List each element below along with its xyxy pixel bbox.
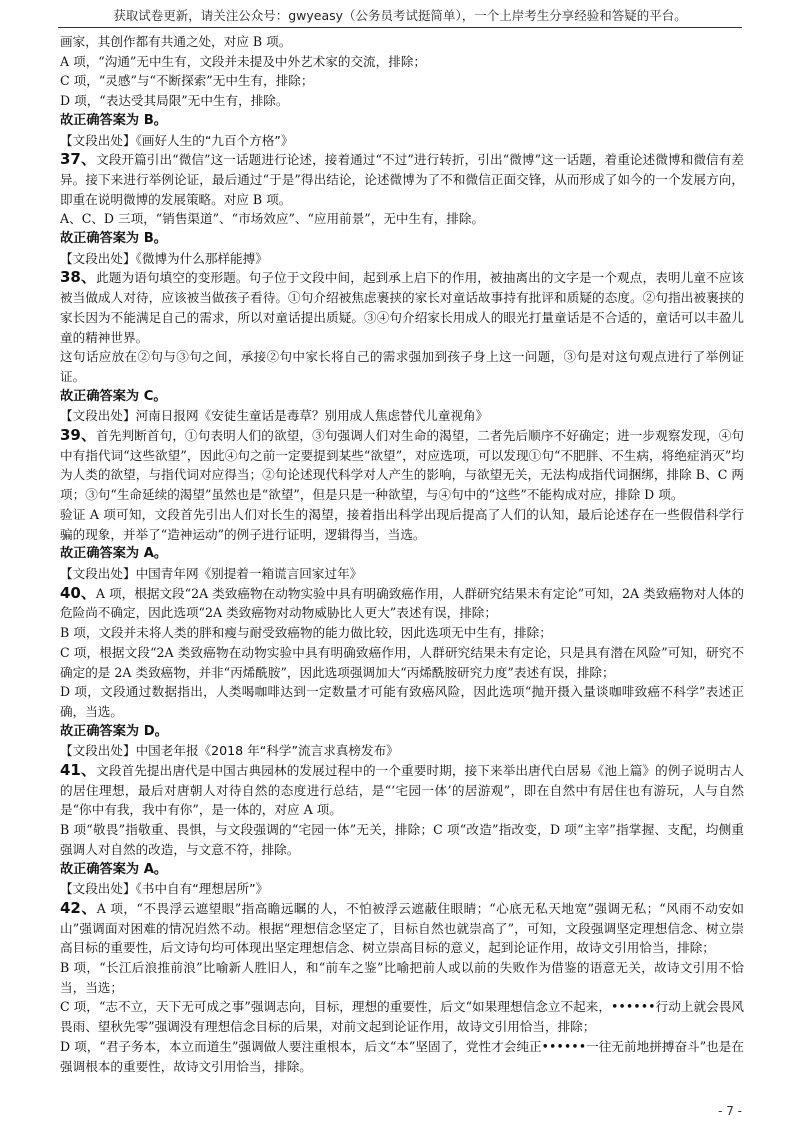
question-number: 41、 — [60, 761, 97, 780]
passage-source: 【文段出处】中国青年网《别提着一箱谎言回家过年》 — [60, 565, 363, 581]
paragraph: 验证 A 项可知，文段首先引出人们对长生的渴望，接着指出科学出现后提高了人们的认知，最后论述存在一些假借科学行骗的现象，并举了“造神运动”的例子进行证明，逻辑得当，当选。 — [60, 506, 744, 542]
top-banner: 获取试卷更新，请关注公众号：gwyeasy（公务员考试挺简单），一个上岸考生分享经验和答疑的平台。 — [113, 8, 687, 23]
page-number: - 7 - — [718, 1104, 742, 1118]
passage-source: 【文段出处】《画好人生的“九百个方格”》 — [60, 132, 294, 148]
paragraph: B 项，文段并未将人类的胖和瘦与耐受致癌物的能力做比较，因此选项无中生有，排除； — [60, 625, 552, 641]
explanation-text: A 项，“不畏浮云遮望眼”指高瞻远瞩的人，不怕被浮云遮蔽住眼睛；“心底无私天地宽”强调无私；“风雨不动安如山”强调面对困难的情况岿然不动。根据“理想信念坚定了，目标自然也就崇高了”，可知，文段强调坚定理想信念、树立崇高目标的重要性，后文诗句均可体现出坚定理想信念、树立崇高目标的意义，起到论证作用，故诗文引用恰当，排除； — [60, 900, 744, 956]
paragraph: C 项，“灵感”与“不断探索”无中生有，排除； — [60, 73, 314, 89]
explanation-text: A 项，根据文段“2A 类致癌物在动物实验中具有明确致癌作用，人群研究结果未有定论”可知，2A 类致癌物对人体的危险尚不确定，因此选项“2A 类致癌物对动物威胁比人更大”表述有误，排除； — [60, 585, 744, 621]
correct-answer: 故正确答案为 C。 — [60, 388, 167, 404]
explanation-text: 首先判断首句，①句表明人们的欲望，③句强调人们对生命的渴望，二者先后顺序不好确定；进一步观察发现，④句中有指代词“这些欲望”，因此④句之前一定要提到某些“欲望”，对应选项，可以发现①句“不肥胖、不生病，将绝症消灭”均为人类的欲望，与指代词对应得当；②句论述现代科学对人产生的影响，与欲望无关，无法构成指代词捆绑，排除 B、C 两项；③句“生命延续的渴望”虽然也是“欲望”，但是只是一种欲望，与④句中的“这些”不能构成对应，排除 D 项。 — [60, 428, 745, 503]
explanation-text: 文段开篇引出“微信”这一话题进行论述，接着通过“不过”进行转折，引出“微博”这一话题，着重论述微博和微信有差异。接下来进行举例论证，最后通过“于是”得出结论，论述微博为了不和微信正面交锋，从而形成了如今的一个发展方向，即重在说明微博的发展策略。对应 B 项。 — [60, 152, 744, 207]
question-explanation — [60, 426, 744, 505]
question-explanation — [60, 150, 744, 209]
correct-answer: 故正确答案为 B。 — [60, 231, 167, 247]
paragraph: 画家，其创作都有共通之处，对应 B 项。 — [60, 34, 292, 49]
header-divider — [58, 27, 742, 28]
paragraph: D 项，“表达受其局限”无中生有，排除。 — [60, 93, 289, 109]
correct-answer: 故正确答案为 A。 — [60, 546, 168, 562]
passage-source: 【文段出处】《书中自有“理想居所”》 — [60, 881, 269, 897]
paragraph: 这句话应放在②句与③句之间，承接②句中家长将自己的需求强加到孩子身上这一问题，③句是对这句观点进行了举例证证。 — [60, 349, 744, 384]
correct-answer: 故正确答案为 D。 — [60, 723, 168, 739]
question-number: 42、 — [60, 898, 97, 917]
passage-source: 【文段出处】河南日报网《安徒生童话是毒草？别用成人焦虑替代儿童视角》 — [60, 408, 489, 424]
question-number: 38、 — [60, 268, 97, 287]
question-number: 37、 — [60, 150, 97, 169]
paragraph: C 项，“志不立，天下无可成之事”强调志向，目标，理想的重要性，后文“如果理想信念立不起来，••••••行动上就会畏风畏雨、望秋先零”强调没有理想信念目标的后果，对前文起到论证作用，故诗文引用恰当，排除； — [60, 999, 744, 1035]
paragraph: C 项，根据文段“2A 类致癌物在动物实验中具有明确致癌作用，人群研究结果未有定论，只是具有潜在风险”可知，研究不确定的是 2A 类致癌物，并非“丙烯酰胺”，因此选项强调加大“丙烯酰胺研究力度”表述有误，排除； — [60, 644, 744, 680]
passage-source: 【文段出处】《微博为什么那样能搏》 — [60, 250, 268, 266]
correct-answer: 故正确答案为 A。 — [60, 861, 168, 877]
question-explanation — [60, 584, 744, 623]
question-explanation — [60, 899, 744, 958]
question-number: 40、 — [60, 583, 96, 602]
paragraph: B 项“敬畏”指敬重、畏惧，与文段强调的“宅园一体”无关，排除；C 项“改造”指改变，D 项“主宰”指掌握、支配，均侧重强调人对自然的改造，与文意不符，排除。 — [60, 822, 744, 857]
paragraph: D 项，文段通过数据指出，人类喝咖啡达到一定数量才可能有致癌风险，因此选项“抛开摄入量谈咖啡致癌不科学”表述正确，当选。 — [60, 684, 744, 719]
explanation-text: 文段首先提出唐代是中国古典园林的发展过程中的一个重要时期，接下来举出唐代白居易《池上篇》的例子说明古人的居住理想，最后对唐朝人对待自然的态度进行总结，是“‘宅园一体’的居游观”，即在自然中有居住也有游玩，人与自然是“你中有我，我中有你”，是一体的，对应 A 项。 — [60, 763, 745, 818]
answer-explanations — [60, 32, 744, 1076]
paragraph: D 项，“君子务本，本立而道生”强调做人要注重根本，后文“本”坚固了，党性才会纯正••••••一往无前地拼搏奋斗”也是在强调根本的重要性，故诗文引用恰当，排除。 — [60, 1038, 744, 1074]
question-explanation — [60, 761, 744, 820]
paragraph: A、C、D 三项，“销售渠道”、“市场效应”、“应用前景”，无中生有，排除。 — [60, 211, 485, 227]
explanation-text: 此题为语句填空的变形题。句子位于文段中间，起到承上启下的作用，被抽离出的文字是一个观点，表明儿童不应该被当做成人对待，应该被当做孩子看待。①句介绍被焦虑裹挟的家长对童话故事持有批评和质疑的态度。②句指出被裹挟的家长因为不能满足自己的需求，所以对童话提出质疑。③④句介绍家长用成人的眼光打量童话是不合适的，童话可以丰盈儿童的精神世界。 — [60, 270, 745, 345]
question-explanation — [60, 268, 744, 347]
paragraph: A 项，“沟通”无中生有，文段并未提及中外艺术家的交流，排除； — [60, 53, 427, 69]
question-number: 39、 — [60, 426, 97, 445]
correct-answer: 故正确答案为 B。 — [60, 112, 167, 128]
paragraph: B 项，“长江后浪推前浪”比喻新人胜旧人，和“前车之鉴”比喻把前人或以前的失败作为借鉴的语意无关，故诗文引用不恰当，当选； — [60, 960, 744, 995]
passage-source: 【文段出处】中国老年报《2018 年“科学”流言求真榜发布》 — [60, 743, 399, 759]
